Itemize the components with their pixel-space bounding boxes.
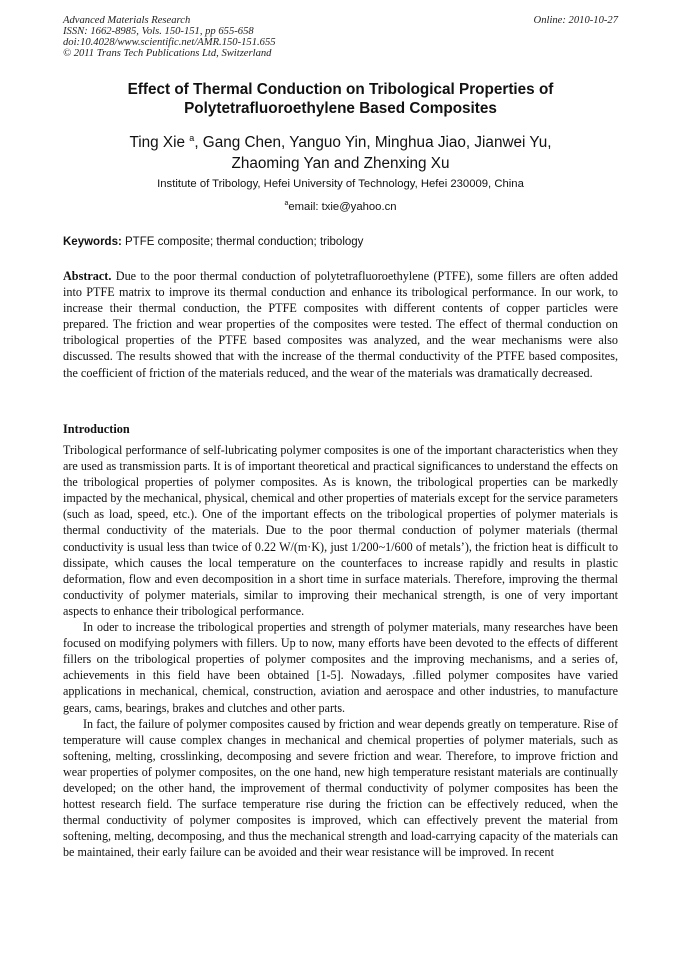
keywords-text: PTFE composite; thermal conduction; tribology: [125, 236, 364, 248]
paper-title: [63, 80, 618, 118]
section-heading-introduction: Introduction: [63, 422, 130, 436]
author-line-1: [63, 132, 618, 153]
abstract-text: Due to the poor thermal conduction of polytetrafluoroethylene (PTFE), some fillers are often added into PTFE matrix to improve its thermal conduction and enhance its tribological performance. In our work, to increase their thermal conduction, the PTFE composites with different contents of copper particles were prepared. The friction and wear properties of the composites were tested. The effect of thermal conduction on tribological properties of the PTFE based composites was analyzed, and the wear mechanisms were also discussed. The results showed that with the increase of the thermal conductivity of the PTFE based composites, the coefficient of friction of the materials reduced, and the wear of the materials was dramatically decreased.: [63, 269, 618, 380]
paragraph: In oder to increase the tribological properties and strength of polymer materials, many researches have been focused on modifying polymers with fillers. Up to now, many efforts have been devoted to the effects of different fillers on the tribological properties of polymer composites and the improving mechanisms, and a series of, achievements in this field have been obtained [1-5]. Nowadays, .filled polymer composites have varied applications in mechanical, chemical, construction, aviation and aerospace and other industries, to manufacture gears, cams, bearings, brakes and clutches and other parts.: [63, 620, 618, 715]
keywords-label: Keywords:: [63, 236, 122, 248]
introduction-body: [63, 442, 618, 860]
other-authors: , Gang Chen, Yanguo Yin, Minghua Jiao, Jianwei Yu,: [194, 134, 552, 151]
copyright-line: © 2011 Trans Tech Publications Ltd, Switzerland: [63, 48, 272, 59]
affiliation: Institute of Tribology, Hefei University of Technology, Hefei 230009, China: [157, 178, 524, 190]
abstract: [63, 268, 618, 381]
title-line-1: Effect of Thermal Conduction on Tribological Properties of: [127, 81, 554, 98]
paragraph: Tribological performance of self-lubricating polymer composites is one of the important characteristics when they are used as transmission parts. It is of important theoretical and practical significances to understand the effects on the tribological properties of polymer composites. As is known, the tribological properties can be markedly impacted by the mechanical, physical, chemical and other properties of materials except for the service parameters (such as load, speed, etc.). One of the important effects on the tribological properties of polymer materials is thermal conductivity of the materials. Due to the poor thermal conduction of polymer materials (thermal conductivity is usual less than twice of 0.22 W/(m·K), just 1/200~1/600 of metals’), the friction heat is difficult to dissipate, which causes the local temperature on the counterfaces to increase rapidly and results in plastic deformation, flow and even decomposition in a short time in surface materials. Therefore, improving the thermal conductivity of polymer materials, similar to improving their mechanical strength, is one of very important aspects to enhance their tribological performance.: [63, 443, 618, 618]
author-list: [63, 132, 618, 174]
keywords: [63, 235, 618, 249]
abstract-label: Abstract.: [63, 269, 112, 283]
paragraph: In fact, the failure of polymer composites caused by friction and wear depends greatly on temperature. Rise of temperature will cause complex changes in mechanical and chemical properties of polymer materials, such as softening, melting, crosslinking, decomposing and severe friction and wear. Therefore, to improve friction and wear properties of polymer composites, on the one hand, new high temperature resistant materials are continually developed; on the other hand, the improvement of thermal conductivity of polymer composites has been the hottest research field. The surface temperature rise during the friction can be effectively reduced, when the thermal conductivity of polymer composites is improved, which can effectively prevent the material from softening, melting, decomposing, and thus the mechanical strength and load-carrying capacity of the materials can be maintained, their early failure can be avoided and their wear resistance will be improved. In recent: [63, 716, 618, 860]
journal-header: [63, 15, 618, 59]
contact-email: [63, 200, 618, 214]
email-superscript: a: [284, 200, 289, 207]
online-date: Online: 2010-10-27: [533, 15, 618, 26]
author-line-2: Zhaoming Yan and Zhenxing Xu: [231, 155, 450, 172]
first-author: Ting Xie: [129, 134, 186, 151]
doi-line: doi:10.4028/www.scientific.net/AMR.150-151.655: [63, 37, 276, 48]
email-text: email: txie@yahoo.cn: [288, 201, 397, 213]
issn-line: ISSN: 1662-8985, Vols. 150-151, pp 655-658: [63, 26, 254, 37]
title-line-2: Polytetrafluoroethylene Based Composites: [184, 100, 497, 117]
author-superscript: a: [189, 133, 195, 143]
journal-name: Advanced Materials Research: [63, 15, 191, 26]
